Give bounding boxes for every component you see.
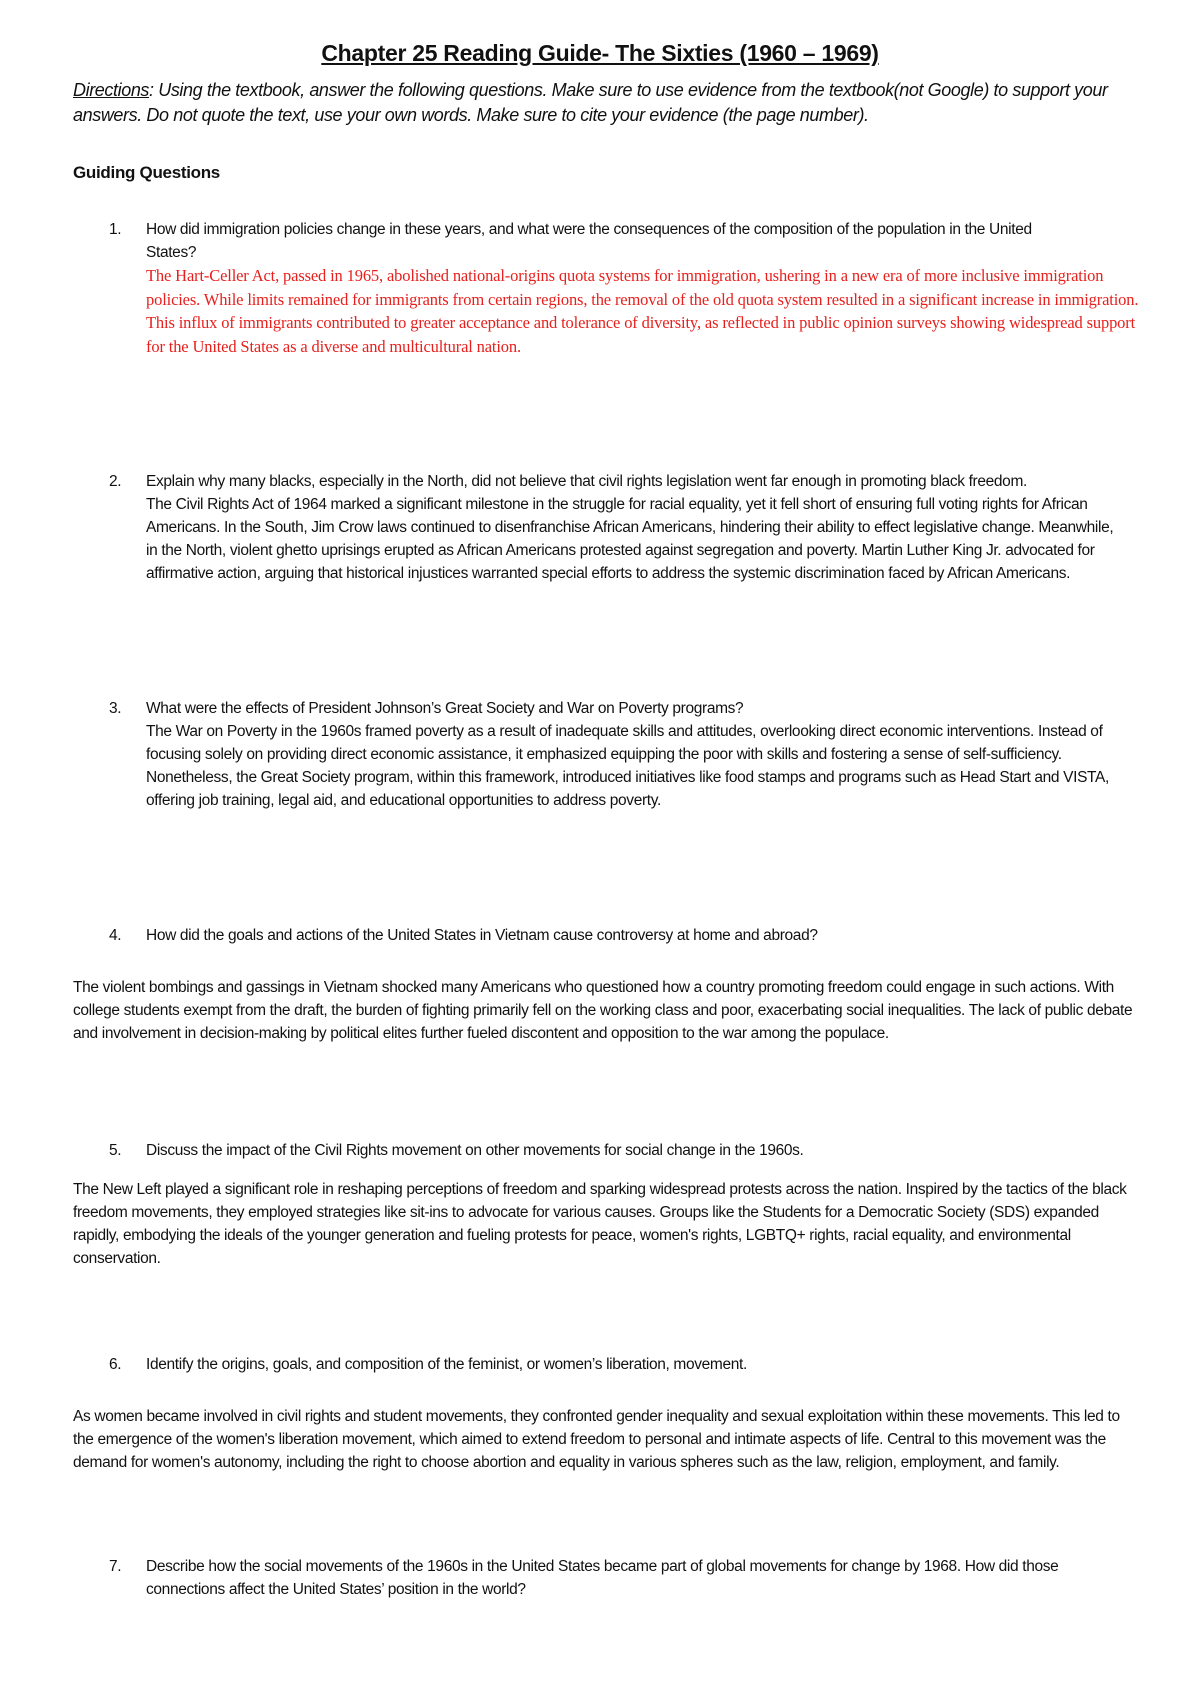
answer-6: As women became involved in civil rights and student movements, they confronted gender inequality and sexual exploitation within these movements. This led to the emergence of the women's liberation movement, which aimed to extend freedom to personal and intimate aspects of life. Central to this movement was the demand for women's autonomy, including the right to choose abortion and equality in various spheres such as the law, religion, employment, and family. — [73, 1408, 1120, 1471]
answer-text: The War on Poverty in the 1960s framed poverty as a result of inadequate skills and attitudes, overlooking direct economic interventions. Instead of focusing solely on providing direct economic assistance, it emphasized equipping the poor with skills and fostering a sense of self-sufficiency. Nonetheless, the Great Society program, within this framework, introduced initiatives like food stamps and programs such as Head Start and VISTA, offering job training, legal aid, and educational opportunities to address poverty. — [146, 723, 1109, 809]
question-7 — [73, 1555, 1133, 1601]
question-text: How did immigration policies change in these years, and what were the consequences of the composition of the population in the United States? — [146, 221, 1032, 261]
question-text: Identify the origins, goals, and composition of the feminist, or women’s liberation, movement. — [146, 1356, 747, 1373]
question-text: Describe how the social movements of the 1960s in the United States became part of global movements for change by 1968. How did those connections affect the United States’ position in the world? — [146, 1558, 1059, 1598]
question-number: 4. — [109, 927, 122, 944]
question-text: What were the effects of President Johnson’s Great Society and War on Poverty programs? — [146, 700, 744, 717]
question-3 — [73, 697, 1133, 812]
question-number: 6. — [109, 1356, 122, 1373]
question-text: Discuss the impact of the Civil Rights movement on other movements for social change in the 1960s. — [146, 1142, 804, 1159]
question-text: How did the goals and actions of the United States in Vietnam cause controversy at home and abroad? — [146, 927, 818, 944]
question-4 — [73, 924, 1133, 947]
question-number: 7. — [109, 1558, 122, 1575]
directions-label: Directions — [73, 80, 150, 100]
answer-4: The violent bombings and gassings in Vietnam shocked many Americans who questioned how a country promoting freedom could engage in such actions. With college students exempt from the draft, the burden of fighting primarily fell on the working class and poor, exacerbating social inequalities. The lack of public debate and involvement in decision-making by political elites further fueled discontent and opposition to the war among the populace. — [73, 979, 1133, 1042]
question-5 — [73, 1139, 1133, 1162]
question-number: 5. — [109, 1142, 122, 1159]
question-2 — [73, 470, 1133, 585]
page-title: Chapter 25 Reading Guide- The Sixties (1960 – 1969) — [321, 40, 879, 66]
question-number: 1. — [109, 221, 122, 238]
directions — [73, 78, 1133, 128]
answer-5: The New Left played a significant role in reshaping perceptions of freedom and sparking widespread protests across the nation. Inspired by the tactics of the black freedom movements, they employed strategies like sit-ins to advocate for various causes. Groups like the Students for a Democratic Society (SDS) expanded rapidly, embodying the ideals of the younger generation and fueling protests for peace, women's rights, LGBTQ+ rights, racial equality, and environmental conservation. — [73, 1181, 1127, 1267]
answer-text: The Hart-Celler Act, passed in 1965, abolished national-origins quota systems for immigration, ushering in a new era of more inclusive immigration policies. While limits remained for immigrants from certain regions, the removal of the old quota system resulted in a significant increase in immigration. This influx of immigrants contributed to greater acceptance and tolerance of diversity, as reflected in public opinion surveys showing widespread support for the United States as a diverse and multicultural nation. — [146, 266, 1139, 356]
question-1 — [73, 218, 1139, 358]
answer-text: The Civil Rights Act of 1964 marked a significant milestone in the struggle for racial equality, yet it fell short of ensuring full voting rights for African Americans. In the South, Jim Crow laws continued to disenfranchise African Americans, hindering their ability to effect legislative change. Meanwhile, in the North, violent ghetto uprisings erupted as African Americans protested against segregation and poverty. Martin Luther King Jr. advocated for affirmative action, arguing that historical injustices warranted special efforts to address the systemic discrimination faced by African Americans. — [146, 496, 1114, 582]
directions-text: : Using the textbook, answer the following questions. Make sure to use evidence from the textbook(not Google) to support your answers. Do not quote the text, use your own words. Make sure to cite your evidence (the page number). — [73, 80, 1108, 125]
question-text: Explain why many blacks, especially in the North, did not believe that civil rights legislation went far enough in promoting black freedom. — [146, 473, 1027, 490]
question-6 — [73, 1353, 1133, 1376]
question-number: 3. — [109, 700, 122, 717]
section-heading: Guiding Questions — [73, 163, 220, 182]
question-number: 2. — [109, 473, 122, 490]
